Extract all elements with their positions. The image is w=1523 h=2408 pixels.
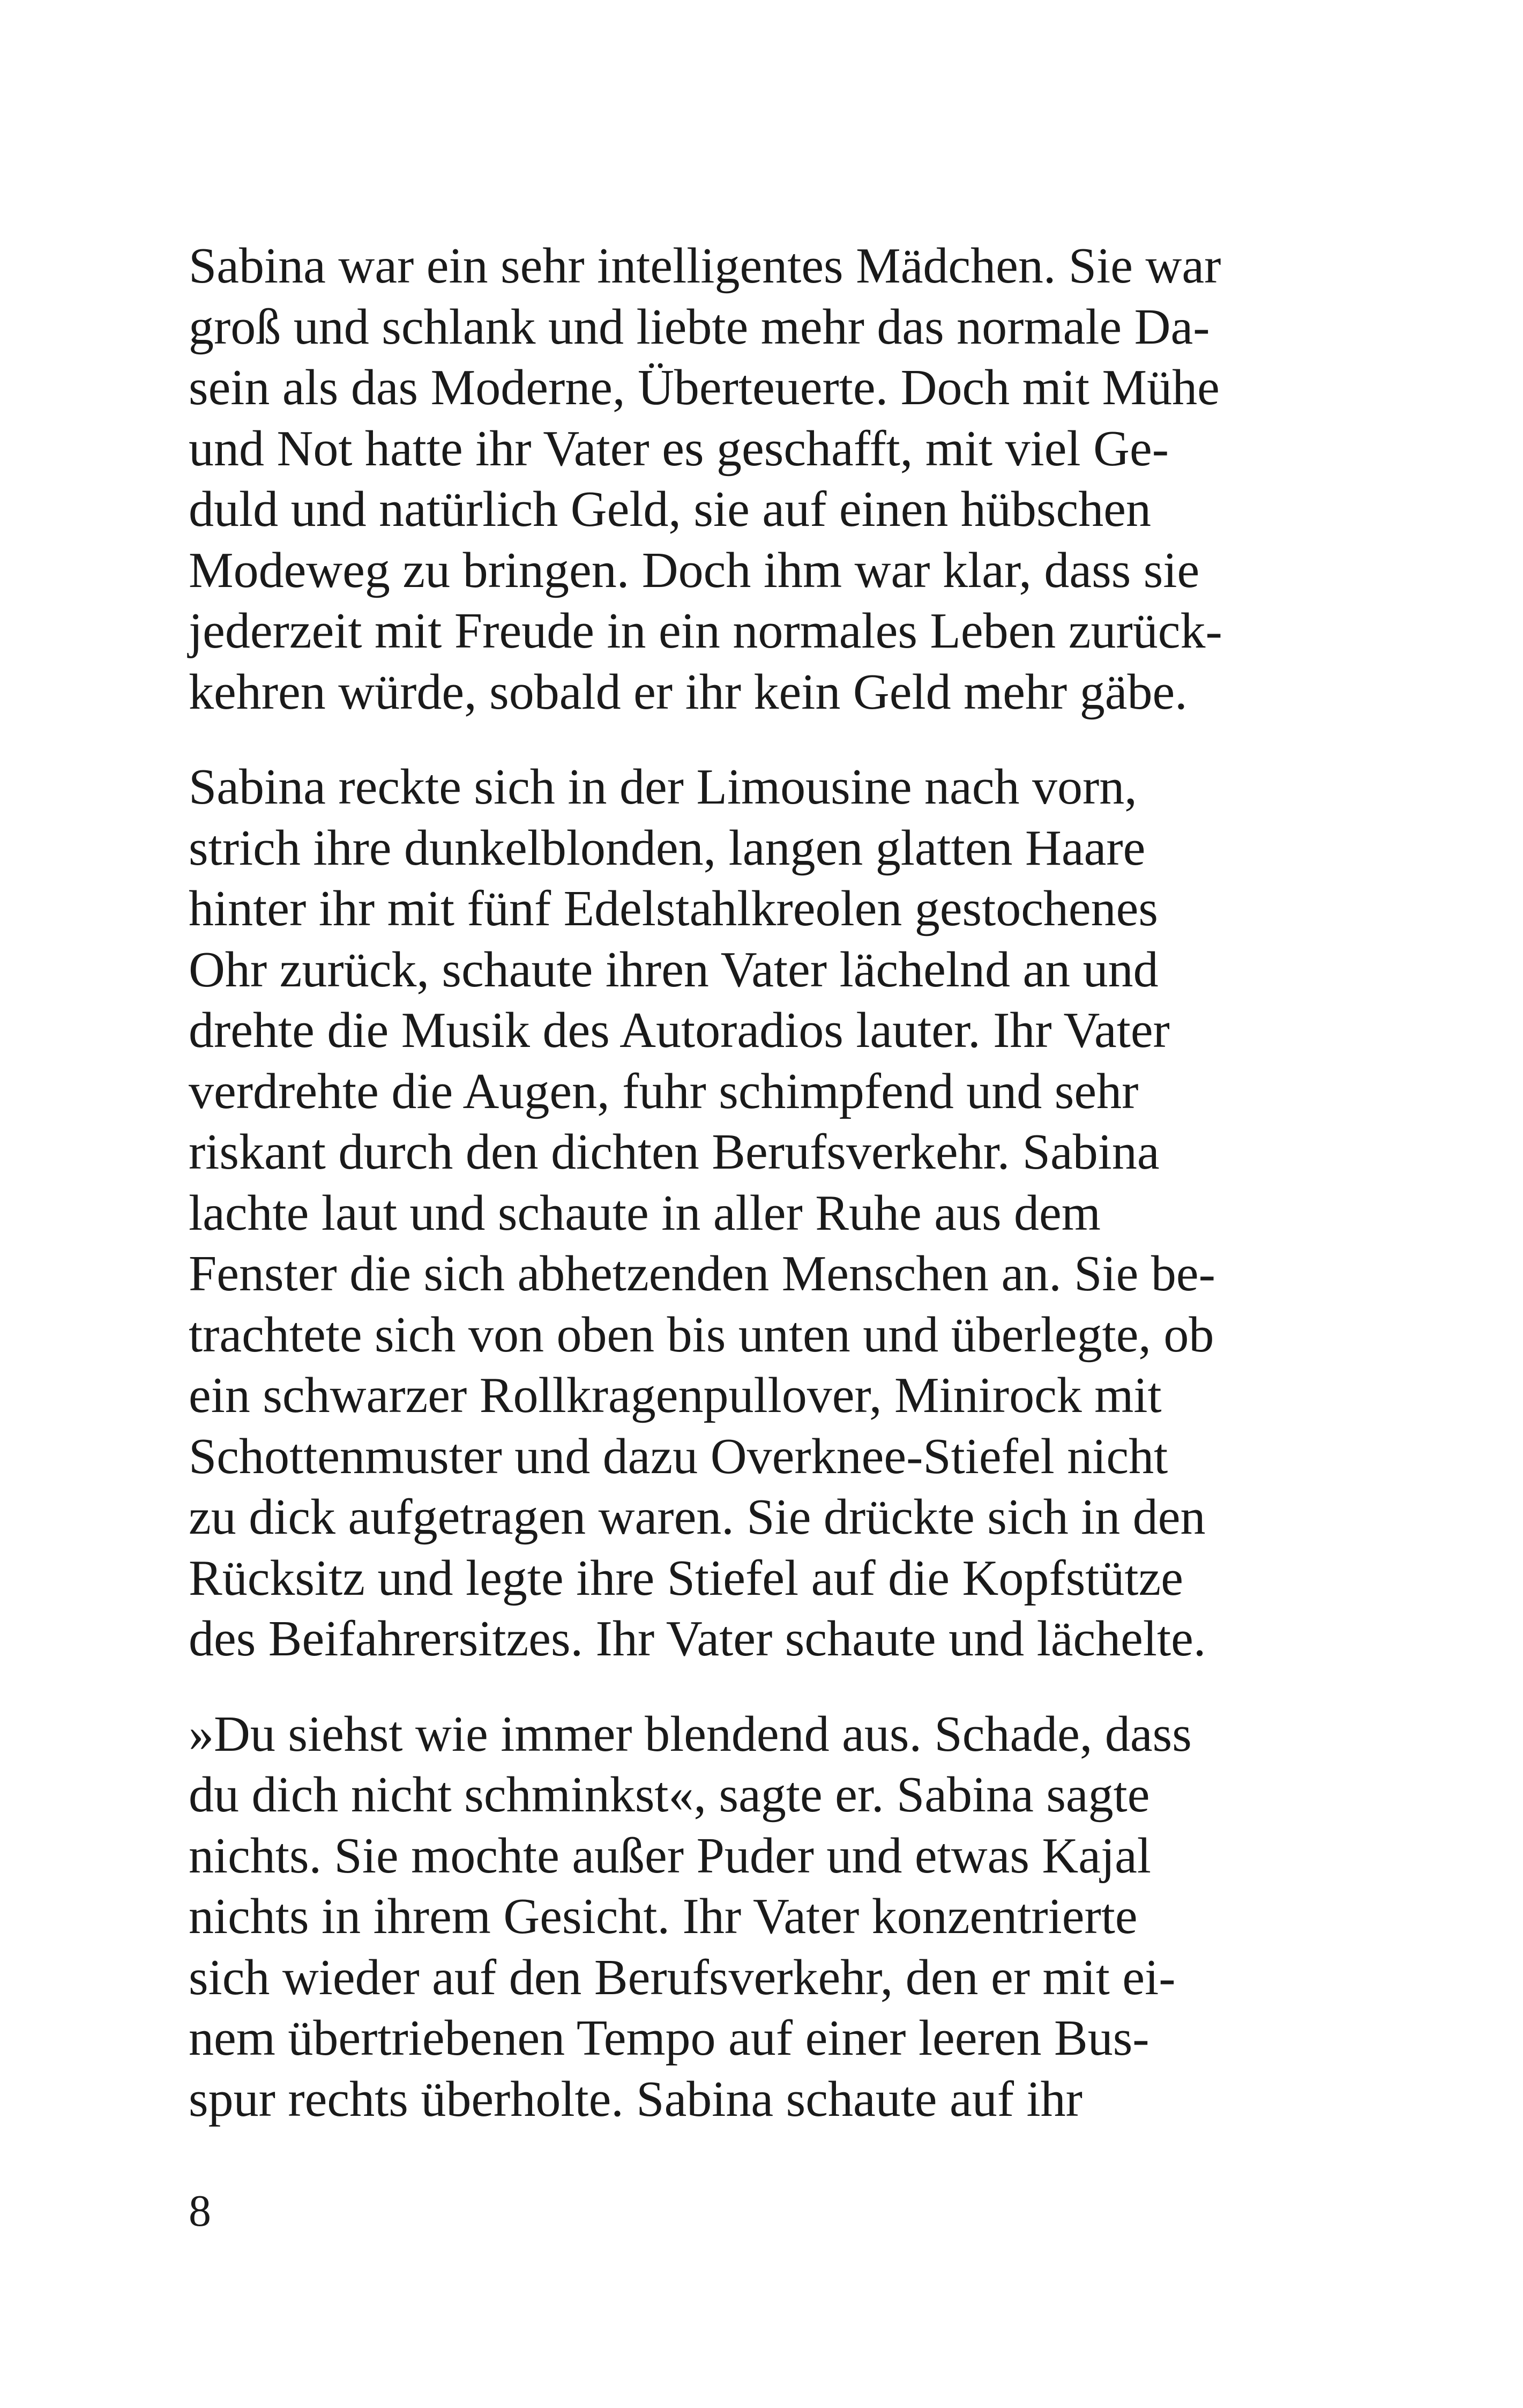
page-number: 8 [189,2186,211,2236]
text-line: drehte die Musik des Autoradios lauter. Ihr Vater [189,1002,1170,1058]
text-line: zu dick aufgetragen waren. Sie drückte sich in den [189,1489,1206,1545]
text-line: ein schwarzer Rollkragenpullover, Minirock mit [189,1367,1162,1423]
text-line: riskant durch den dichten Berufsverkehr. Sabina [189,1124,1160,1180]
text-line: Sabina war ein sehr intelligentes Mädchen. Sie war [189,238,1221,294]
text-line: nem übertriebenen Tempo auf einer leeren Bus- [189,2010,1149,2066]
paragraph [189,757,1346,1670]
text-line: Schottenmuster und dazu Overknee-Stiefel nicht [189,1428,1168,1484]
paragraph [189,236,1346,723]
text-line: Fenster die sich abhetzenden Menschen an. Sie be- [189,1246,1215,1302]
text-line: »Du siehst wie immer blendend aus. Schade, dass [189,1706,1192,1762]
text-line: duld und natürlich Geld, sie auf einen hübschen [189,481,1151,537]
text-line: hinter ihr mit fünf Edelstahlkreolen gestochenes [189,881,1158,937]
text-line: kehren würde, sobald er ihr kein Geld mehr gäbe. [189,664,1188,720]
text-line: Rücksitz und legte ihre Stiefel auf die Kopfstütze [189,1550,1183,1606]
text-line: und Not hatte ihr Vater es geschafft, mit viel Ge- [189,420,1169,477]
text-line: sich wieder auf den Berufsverkehr, den er mit ei- [189,1949,1176,2005]
text-line: des Beifahrersitzes. Ihr Vater schaute und lächelte. [189,1611,1206,1667]
text-line: verdrehte die Augen, fuhr schimpfend und sehr [189,1063,1139,1119]
text-line: strich ihre dunkelblonden, langen glatten Haare [189,820,1146,876]
body-text [189,236,1346,2130]
text-line: groß und schlank und liebte mehr das normale Da- [189,299,1210,355]
text-line: sein als das Moderne, Überteuerte. Doch mit Mühe [189,360,1220,415]
paragraph [189,1704,1346,2130]
text-line: nichts in ihrem Gesicht. Ihr Vater konzentrierte [189,1889,1138,1944]
text-line: Sabina reckte sich in der Limousine nach vorn, [189,759,1137,815]
text-line: du dich nicht schminkst«, sagte er. Sabina sagte [189,1767,1150,1823]
text-line: Ohr zurück, schaute ihren Vater lächelnd an und [189,941,1159,998]
text-line: trachtete sich von oben bis unten und überlegte, ob [189,1306,1214,1363]
text-line: lachte laut und schaute in aller Ruhe aus dem [189,1185,1101,1241]
text-line: jederzeit mit Freude in ein normales Leben zurück- [189,603,1222,659]
text-line: spur rechts überholte. Sabina schaute auf ihr [189,2071,1082,2127]
text-line: Modeweg zu bringen. Doch ihm war klar, dass sie [189,542,1200,598]
text-line: nichts. Sie mochte außer Puder und etwas Kajal [189,1827,1151,1884]
